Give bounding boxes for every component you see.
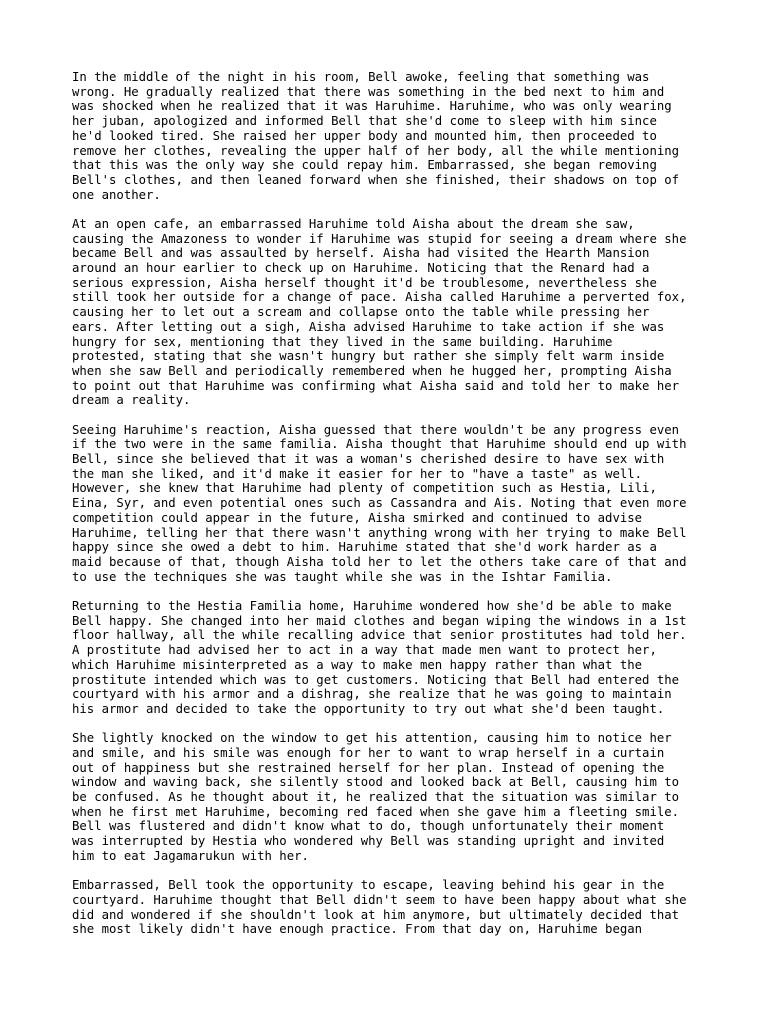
paragraph-5: She lightly knocked on the window to get his attention, causing him to notice her and smile, and his smile was enough for her to want to wrap herself in a curtain out of happiness but she restrained herself for her plan. Instead of opening the window and waving back, she silently stood and looked back at Bell, causing him to be confused. As he thought about it, he realized that the situation was similar to when he first met Haruhime, becoming red faced when she gave him a fleeting smile. Bell was flustered and didn't know what to do, though unfortunately their moment was interrupted by Hestia who wondered why Bell was standing upright and invited him to eat Jagamarukun with her. [72,731,680,863]
paragraph-1: In the middle of the night in his room, Bell awoke, feeling that something was wrong. He gradually realized that there was something in the bed next to him and was shocked when he realized that it was Haruhime. Haruhime, who was only wearing her juban, apologized and informed Bell that she'd come to sleep with him since he'd looked tired. She raised her upper body and mounted him, then proceeded to remove her clothes, revealing the upper half of her body, all the while mentioning that this was the only way she could repay him. Embarrassed, she began removing Bell's clothes, and then leaned forward when she finished, their shadows on top of one another. [72,70,680,202]
paragraph-3: Seeing Haruhime's reaction, Aisha guessed that there wouldn't be any progress even if the two were in the same familia. Aisha thought that Haruhime should end up with Bell, since she believed that it was a woman's cherished desire to have sex with the man she liked, and it'd make it easier for her to "have a taste" as well. However, she knew that Haruhime had plenty of competition such as Hestia, Lili, Eina, Syr, and even potential ones such as Cassandra and Ais. Noting that even more competition could appear in the future, Aisha smirked and continued to advise Haruhime, telling her that there wasn't anything wrong with her trying to make Bell happy since she owed a debt to him. Haruhime stated that she'd work harder as a maid because of that, though Aisha told her to let the others take care of that and to use the techniques she was taught while she was in the Ishtar Familia. [72,422,687,584]
paragraph-6: Embarrassed, Bell took the opportunity to escape, leaving behind his gear in the courtyard. Haruhime thought that Bell didn't seem to have been happy about what she did and wondered if she shouldn't look at him anymore, but ultimately decided that she most likely didn't have enough practice. From that day on, Haruhime began [72,878,687,937]
paragraph-4: Returning to the Hestia Familia home, Haruhime wondered how she'd be able to make Bell happy. She changed into her maid clothes and began wiping the windows in a 1st floor hallway, all the while recalling advice that senior prostitutes had told her. A prostitute had advised her to act in a way that made men want to protect her, which Haruhime misinterpreted as a way to make men happy rather than what the prostitute intended which was to get customers. Noticing that Bell had entered the courtyard with his armor and a dishrag, she realize that he was going to maintain his armor and decided to take the opportunity to try out what she'd been taught. [72,598,687,716]
paragraph-2: At an open cafe, an embarrassed Haruhime told Aisha about the dream she saw, causing the Amazoness to wonder if Haruhime was stupid for seeing a dream where she became Bell and was assaulted by herself. Aisha had visited the Hearth Mansion around an hour earlier to check up on Haruhime. Noticing that the Renard had a serious expression, Aisha herself thought it'd be troublesome, nevertheless she still took her outside for a change of pace. Aisha called Haruhime a perverted fox, causing her to let out a scream and collapse onto the table while pressing her ears. After letting out a sigh, Aisha advised Haruhime to take action if she was hungry for sex, mentioning that they lived in the same building. Haruhime protested, stating that she wasn't hungry but rather she simply felt warm inside when she saw Bell and periodically remembered when he hugged her, prompting Aisha to point out that Haruhime was confirming what Aisha said and told her to make her dream a reality. [72,216,687,408]
document-page [72,70,712,952]
